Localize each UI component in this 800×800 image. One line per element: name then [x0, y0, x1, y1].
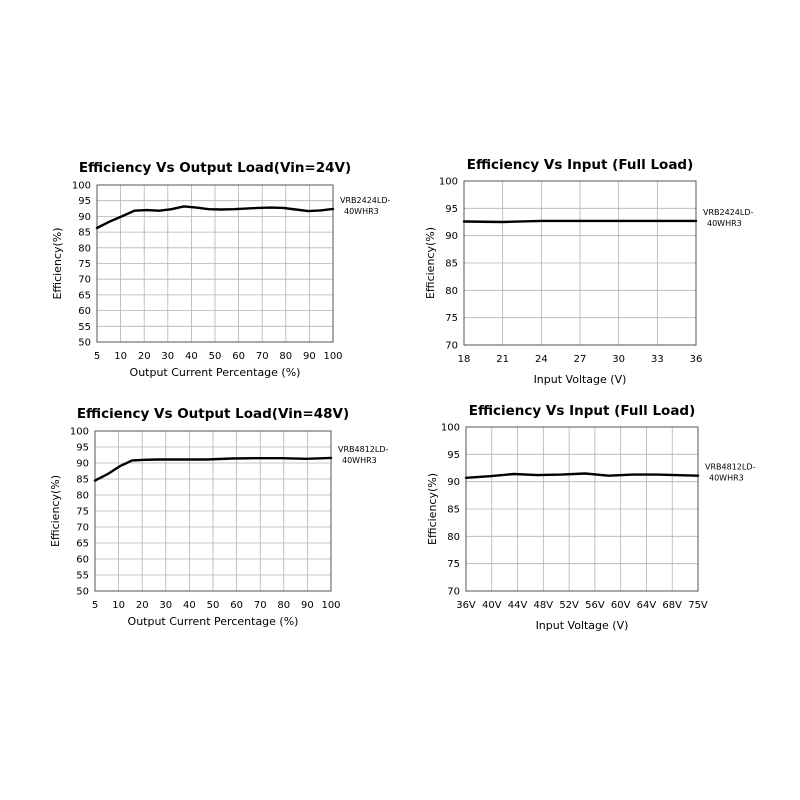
x-tick-label: 100	[323, 351, 343, 362]
x-axis-label: Input Voltage (V)	[533, 373, 627, 386]
y-tick-label: 90	[447, 477, 460, 489]
efficiency-series-line	[464, 221, 696, 222]
x-tick-label: 20	[135, 600, 149, 611]
series-label: 40WHR3	[709, 473, 744, 483]
y-tick-label: 95	[78, 196, 91, 208]
y-tick-label: 85	[76, 474, 89, 486]
chart-title: Efficiency Vs Input (Full Load)	[468, 403, 696, 419]
y-tick-label: 85	[445, 258, 458, 270]
x-tick-label: 5	[93, 351, 101, 362]
chart-title: Efficiency Vs Output Load(Vin=48V)	[76, 406, 350, 422]
x-tick-label: 60	[232, 351, 245, 362]
x-tick-label: 70	[253, 600, 267, 611]
y-tick-label: 95	[445, 203, 458, 215]
y-tick-label: 95	[76, 442, 89, 454]
x-tick-label: 5	[91, 600, 99, 611]
x-tick-label: 90	[303, 351, 316, 362]
x-tick-label: 80	[279, 351, 293, 362]
y-tick-label: 70	[78, 274, 91, 286]
series-label: VRB4812LD-	[338, 444, 389, 454]
y-tick-label: 85	[78, 227, 91, 239]
y-tick-label: 55	[76, 570, 89, 582]
chart-title: Efficiency Vs Output Load(Vin=24V)	[78, 160, 352, 176]
x-tick-label: 20	[137, 351, 151, 362]
x-tick-label: 36V	[456, 600, 476, 611]
x-tick-label: 27	[573, 354, 587, 365]
x-tick-label: 50	[206, 600, 220, 611]
chart-input-24v	[424, 157, 753, 386]
chart-title: Efficiency Vs Input (Full Load)	[466, 157, 694, 173]
y-tick-label: 60	[78, 306, 91, 318]
efficiency-series-line	[466, 474, 698, 478]
y-tick-label: 95	[447, 449, 460, 461]
y-tick-label: 100	[438, 176, 458, 188]
x-tick-label: 30	[612, 354, 626, 365]
y-tick-label: 75	[78, 259, 91, 270]
y-tick-label: 70	[76, 522, 89, 534]
x-tick-label: 40	[183, 600, 196, 611]
y-tick-label: 90	[445, 231, 458, 243]
x-tick-label: 68V	[662, 600, 683, 611]
x-tick-label: 50	[208, 351, 222, 362]
y-tick-label: 80	[447, 531, 460, 543]
series-label: VRB4812LD-	[705, 462, 756, 472]
y-tick-label: 80	[78, 243, 91, 255]
x-tick-label: 24	[534, 354, 548, 365]
x-tick-label: 48V	[533, 600, 554, 611]
y-tick-label: 70	[445, 340, 458, 352]
x-tick-label: 10	[112, 600, 125, 611]
y-tick-label: 100	[69, 426, 89, 438]
series-label: 40WHR3	[342, 455, 377, 465]
y-tick-label: 90	[76, 458, 89, 470]
y-axis-label: Efficiency(%)	[49, 474, 62, 548]
y-tick-label: 65	[76, 538, 89, 550]
x-tick-label: 21	[496, 354, 510, 365]
series-label: 40WHR3	[344, 206, 379, 216]
x-tick-label: 52V	[559, 600, 579, 611]
x-tick-label: 56V	[585, 600, 605, 611]
y-tick-label: 80	[445, 285, 458, 297]
x-axis-label: Output Current Percentage (%)	[127, 615, 299, 628]
y-tick-label: 75	[447, 559, 460, 571]
y-tick-label: 90	[78, 211, 91, 223]
chart-input-48v	[426, 403, 755, 632]
series-label: VRB2424LD-	[340, 195, 391, 205]
y-tick-label: 80	[76, 490, 89, 502]
x-tick-label: 30	[159, 600, 173, 611]
y-tick-label: 100	[440, 422, 460, 434]
x-tick-label: 80	[277, 600, 291, 611]
chart-load-24v	[51, 160, 390, 379]
y-tick-label: 60	[76, 554, 89, 566]
y-axis-label: Efficiency(%)	[424, 226, 437, 300]
y-tick-label: 50	[78, 337, 91, 349]
x-axis-label: Output Current Percentage (%)	[129, 366, 301, 379]
x-axis-label: Input Voltage (V)	[535, 619, 629, 632]
y-tick-label: 65	[78, 290, 91, 302]
x-tick-label: 10	[114, 351, 127, 362]
y-axis-label: Efficiency(%)	[426, 472, 439, 546]
y-tick-label: 100	[71, 180, 91, 192]
y-tick-label: 75	[76, 506, 89, 518]
y-tick-label: 85	[447, 504, 460, 516]
x-tick-label: 60	[230, 600, 243, 611]
x-tick-label: 40	[185, 351, 198, 362]
x-tick-label: 33	[650, 354, 664, 365]
y-tick-label: 55	[78, 321, 91, 333]
x-tick-label: 44V	[507, 600, 528, 611]
y-tick-label: 50	[76, 586, 89, 598]
x-tick-label: 40V	[481, 600, 502, 611]
y-axis-label: Efficiency(%)	[51, 227, 64, 300]
x-tick-label: 30	[161, 351, 175, 362]
x-tick-label: 100	[321, 600, 341, 611]
x-tick-label: 64V	[636, 600, 657, 611]
y-tick-label: 75	[445, 313, 458, 325]
series-label: VRB2424LD-	[703, 207, 754, 217]
chart-load-48v	[49, 406, 388, 628]
x-tick-label: 18	[457, 354, 471, 365]
x-tick-label: 70	[255, 351, 269, 362]
x-tick-label: 60V	[610, 600, 631, 611]
x-tick-label: 36	[689, 354, 703, 365]
x-tick-label: 90	[301, 600, 314, 611]
y-tick-label: 70	[447, 586, 460, 598]
series-label: 40WHR3	[707, 218, 742, 228]
x-tick-label: 75V	[688, 600, 708, 611]
